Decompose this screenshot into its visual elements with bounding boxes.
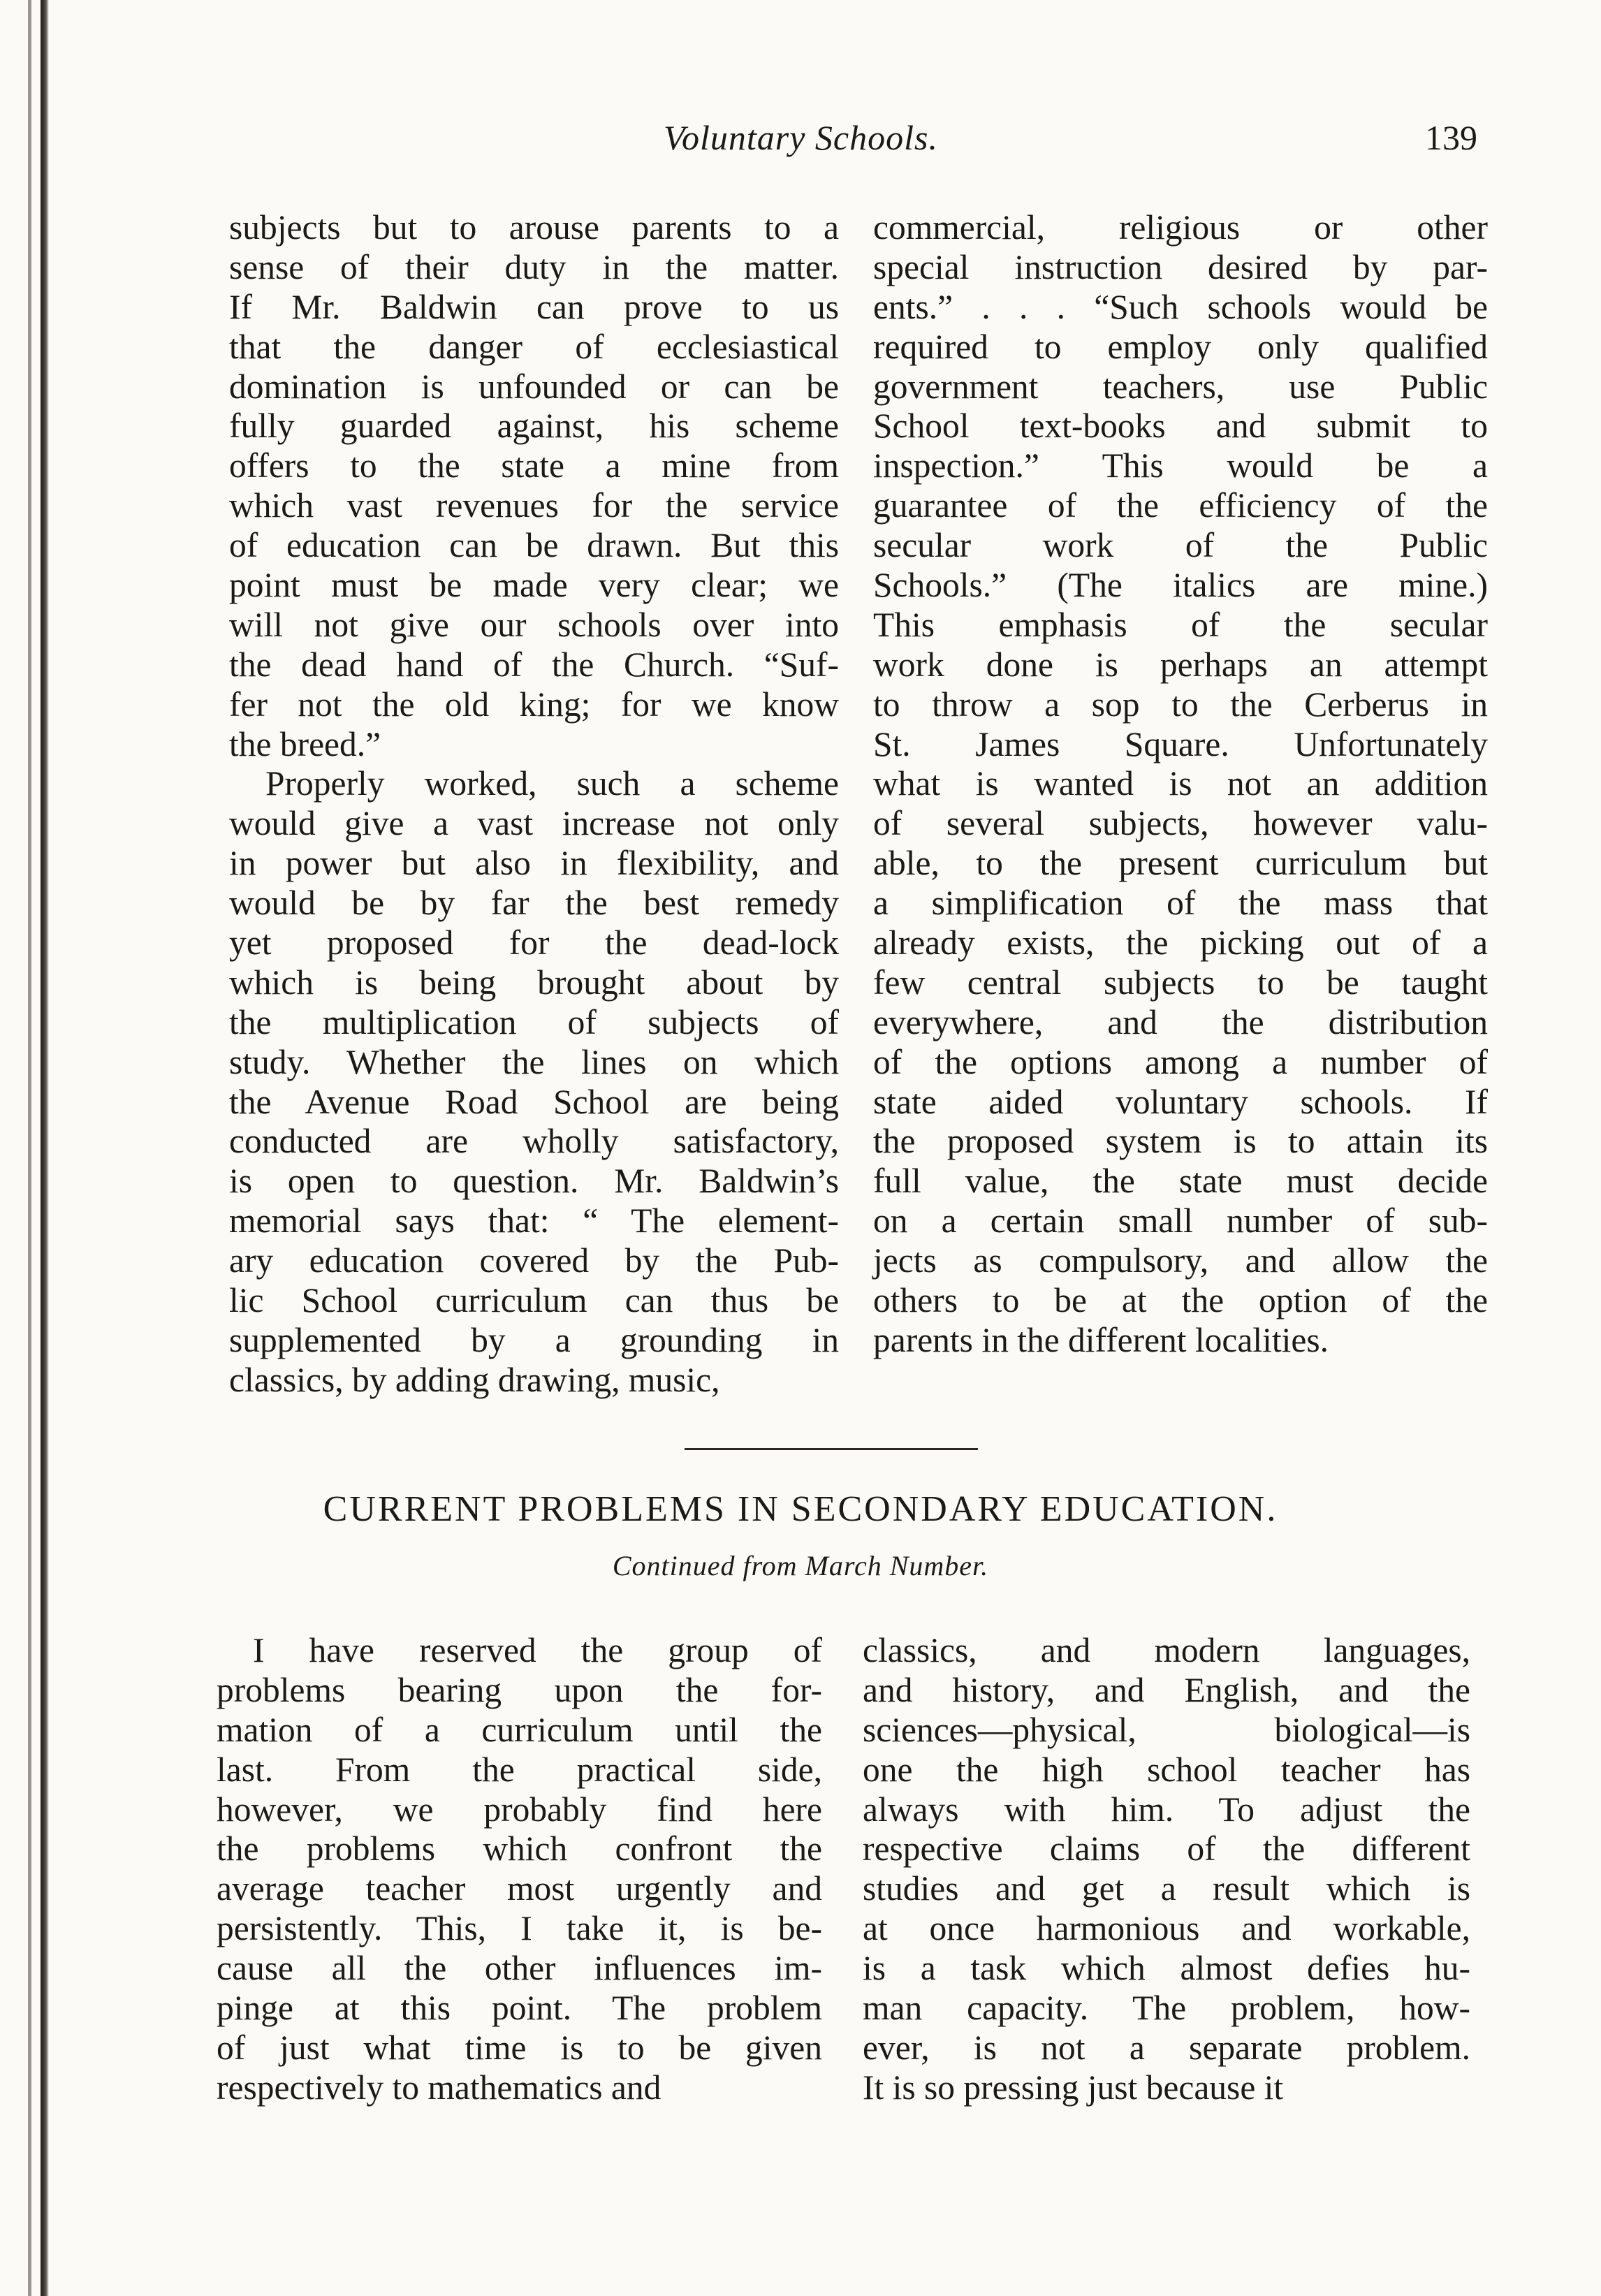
text-line: required to employ only qualified bbox=[873, 327, 1488, 366]
text-line: already exists, the picking out of a bbox=[873, 923, 1488, 963]
text-line: yet proposed for the dead-lock bbox=[229, 923, 839, 963]
text-line: fully guarded against, his scheme bbox=[229, 407, 839, 446]
text-line: the breed.” bbox=[229, 724, 381, 763]
text-line: lic School curriculum can thus be bbox=[229, 1281, 839, 1320]
text-line: This emphasis of the secular bbox=[873, 605, 1488, 644]
text-line: man capacity. The problem, how- bbox=[863, 1989, 1470, 2028]
text-line: commercial, religious or other bbox=[873, 208, 1488, 247]
text-line: Schools.” (The italics are mine.) bbox=[873, 566, 1488, 605]
text-line: is open to question. Mr. Baldwin’s bbox=[229, 1162, 839, 1201]
text-line: If Mr. Baldwin can prove to us bbox=[229, 287, 839, 326]
text-line: respectively to mathematics and bbox=[217, 2068, 661, 2107]
text-line: point must be made very clear; we bbox=[229, 566, 839, 605]
text-line: ever, is not a separate problem. bbox=[863, 2028, 1470, 2067]
text-line: secular work of the Public bbox=[873, 526, 1488, 565]
text-line: state aided voluntary schools. If bbox=[873, 1082, 1488, 1121]
text-line: full value, the state must decide bbox=[873, 1162, 1488, 1201]
text-line: in power but also in flexibility, and bbox=[229, 844, 839, 883]
text-line: would give a vast increase not only bbox=[229, 804, 839, 843]
text-line: St. James Square. Unfortunately bbox=[873, 724, 1488, 763]
running-title: Voluntary Schools. bbox=[664, 118, 938, 157]
text-line: study. Whether the lines on which bbox=[229, 1042, 839, 1081]
text-line: offers to the state a mine from bbox=[229, 446, 839, 485]
text-line: and history, and English, and the bbox=[863, 1670, 1470, 1709]
text-line: conducted are wholly satisfactory, bbox=[229, 1122, 839, 1161]
text-line: subjects but to arouse parents to a bbox=[229, 208, 839, 247]
text-line: at once harmonious and workable, bbox=[863, 1909, 1470, 1948]
text-line: few central subjects to be taught bbox=[873, 963, 1488, 1002]
section-subtitle: Continued from March Number. bbox=[612, 1550, 989, 1581]
text-line: domination is unfounded or can be bbox=[229, 367, 839, 406]
text-line: fer not the old king; for we know bbox=[229, 685, 839, 724]
text-line: the dead hand of the Church. “Suf- bbox=[229, 645, 839, 684]
text-line: able, to the present curriculum but bbox=[873, 844, 1488, 883]
text-line: Properly worked, such a scheme bbox=[265, 764, 839, 803]
text-line: a simplification of the mass that bbox=[873, 884, 1488, 923]
text-line: ary education covered by the Pub- bbox=[229, 1241, 839, 1280]
section-title: CURRENT PROBLEMS IN SECONDARY EDUCATION. bbox=[323, 1489, 1278, 1529]
text-line: parents in the different localities. bbox=[873, 1320, 1329, 1359]
text-line: problems bearing upon the for- bbox=[217, 1670, 822, 1709]
text-line: of education can be drawn. But this bbox=[229, 526, 839, 565]
text-line: of several subjects, however valu- bbox=[873, 804, 1488, 843]
text-line: which is being brought about by bbox=[229, 963, 839, 1002]
bottom-left-column bbox=[217, 1631, 822, 2108]
text-line: I have reserved the group of bbox=[253, 1631, 822, 1669]
text-line: sciences—physical, biological—is bbox=[863, 1710, 1470, 1749]
text-line: persistently. This, I take it, is be- bbox=[217, 1909, 822, 1948]
text-line: the multiplication of subjects of bbox=[229, 1002, 839, 1041]
text-line: to throw a sop to the Cerberus in bbox=[873, 685, 1488, 724]
text-line: is a task which almost defies hu- bbox=[863, 1949, 1470, 1988]
text-line: supplemented by a grounding in bbox=[229, 1320, 839, 1359]
text-line: inspection.” This would be a bbox=[873, 446, 1488, 485]
text-line: It is so pressing just because it bbox=[863, 2068, 1284, 2107]
page-binding-edge bbox=[28, 0, 31, 2296]
text-line: memorial says that: “ The element- bbox=[229, 1201, 839, 1241]
text-line: that the danger of ecclesiastical bbox=[229, 327, 839, 366]
text-line: jects as compulsory, and allow the bbox=[873, 1241, 1488, 1280]
text-line: the proposed system is to attain its bbox=[873, 1122, 1488, 1161]
text-line: government teachers, use Public bbox=[873, 367, 1488, 406]
top-left-column bbox=[229, 208, 839, 1401]
text-line: would be by far the best remedy bbox=[229, 884, 839, 923]
text-line: School text-books and submit to bbox=[873, 407, 1488, 446]
text-line: guarantee of the efficiency of the bbox=[873, 486, 1488, 525]
text-line: what is wanted is not an addition bbox=[873, 764, 1488, 803]
text-line: cause all the other influences im- bbox=[217, 1949, 822, 1988]
running-head bbox=[0, 117, 1601, 173]
page-number: 139 bbox=[1425, 118, 1477, 157]
text-line: others to be at the option of the bbox=[873, 1281, 1488, 1320]
text-line: classics, and modern languages, bbox=[863, 1631, 1470, 1669]
text-line: everywhere, and the distribution bbox=[873, 1002, 1488, 1041]
text-line: special instruction desired by par- bbox=[873, 247, 1488, 286]
text-line: on a certain small number of sub- bbox=[873, 1201, 1488, 1241]
text-line: ents.” . . . “Such schools would be bbox=[873, 287, 1488, 326]
text-line: one the high school teacher has bbox=[863, 1750, 1470, 1789]
page-binding-shadow bbox=[41, 0, 49, 2296]
text-line: pinge at this point. The problem bbox=[217, 1989, 822, 2028]
bottom-right-column bbox=[863, 1631, 1470, 2108]
text-line: studies and get a result which is bbox=[863, 1869, 1470, 1908]
text-line: which vast revenues for the service bbox=[229, 486, 839, 525]
text-line: last. From the practical side, bbox=[217, 1750, 822, 1789]
text-line: mation of a curriculum until the bbox=[217, 1710, 822, 1749]
text-line: always with him. To adjust the bbox=[863, 1790, 1470, 1829]
text-line: sense of their duty in the matter. bbox=[229, 247, 839, 286]
text-line: classics, by adding drawing, music, bbox=[229, 1360, 720, 1399]
text-line: work done is perhaps an attempt bbox=[873, 645, 1488, 684]
text-line: of the options among a number of bbox=[873, 1042, 1488, 1081]
text-line: the Avenue Road School are being bbox=[229, 1082, 839, 1121]
section-divider-rule bbox=[685, 1448, 978, 1450]
text-line: however, we probably find here bbox=[217, 1790, 822, 1829]
text-line: average teacher most urgently and bbox=[217, 1869, 822, 1908]
text-line: the problems which confront the bbox=[217, 1829, 822, 1869]
text-line: of just what time is to be given bbox=[217, 2028, 822, 2067]
text-line: will not give our schools over into bbox=[229, 605, 839, 644]
top-right-column bbox=[873, 208, 1488, 1361]
text-line: respective claims of the different bbox=[863, 1829, 1470, 1869]
